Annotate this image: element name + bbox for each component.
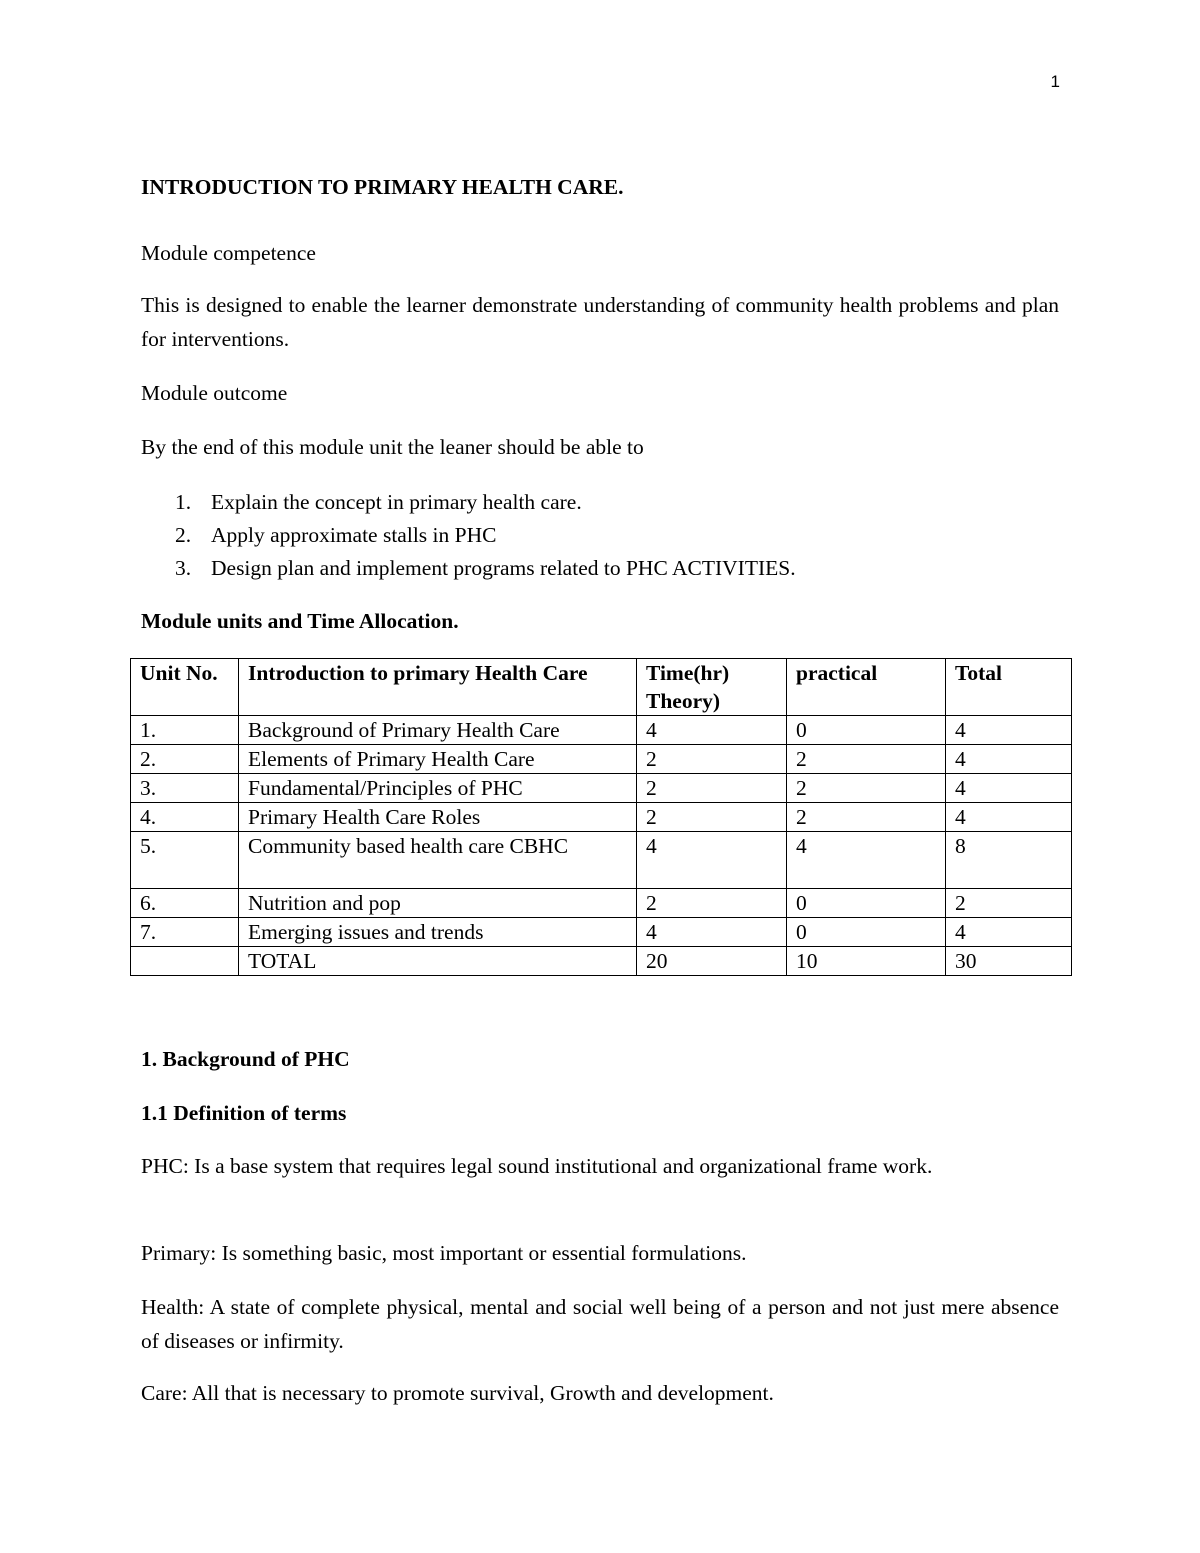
cell-title: Community based health care CBHC <box>239 832 637 889</box>
cell-total: 2 <box>946 889 1072 918</box>
competence-heading: Module competence <box>141 241 316 265</box>
cell-unit <box>131 947 239 976</box>
header-unit: Unit No. <box>131 659 239 716</box>
table-row <box>131 889 1072 918</box>
list-item <box>141 519 1059 552</box>
list-item <box>141 486 1059 519</box>
cell-theory: 2 <box>637 803 787 832</box>
table-row <box>131 832 1072 889</box>
cell-total: 4 <box>946 716 1072 745</box>
list-item-text: Apply approximate stalls in PHC <box>211 523 497 547</box>
cell-theory: 20 <box>637 947 787 976</box>
cell-theory: 2 <box>637 774 787 803</box>
cell-title: Primary Health Care Roles <box>239 803 637 832</box>
cell-unit: 6. <box>131 889 239 918</box>
definition-phc: PHC: Is a base system that requires legal sound institutional and organizational frame work. <box>141 1154 933 1178</box>
cell-unit: 1. <box>131 716 239 745</box>
cell-practical: 0 <box>787 889 946 918</box>
outcome-intro: By the end of this module unit the leaner should be able to <box>141 435 644 459</box>
list-item-text: Explain the concept in primary health care. <box>211 490 582 514</box>
list-item <box>141 552 1059 585</box>
cell-practical: 0 <box>787 918 946 947</box>
cell-total: 4 <box>946 803 1072 832</box>
cell-practical: 2 <box>787 803 946 832</box>
cell-theory: 2 <box>637 745 787 774</box>
cell-total: 4 <box>946 774 1072 803</box>
section-heading: 1. Background of PHC <box>141 1047 350 1071</box>
cell-practical: 2 <box>787 774 946 803</box>
cell-title: Elements of Primary Health Care <box>239 745 637 774</box>
cell-unit: 4. <box>131 803 239 832</box>
outcome-list <box>141 486 1059 585</box>
table-row <box>131 716 1072 745</box>
cell-total: 8 <box>946 832 1072 889</box>
cell-unit: 2. <box>131 745 239 774</box>
list-item-number: 1. <box>175 490 192 514</box>
header-theory: Time(hr) Theory) <box>637 659 787 716</box>
cell-practical: 2 <box>787 745 946 774</box>
page-number: 1 <box>1050 72 1060 91</box>
cell-theory: 2 <box>637 889 787 918</box>
cell-theory: 4 <box>637 832 787 889</box>
cell-title: Nutrition and pop <box>239 889 637 918</box>
cell-unit: 7. <box>131 918 239 947</box>
list-item-number: 3. <box>175 556 192 580</box>
table-total-row <box>131 947 1072 976</box>
cell-practical: 0 <box>787 716 946 745</box>
cell-total: 4 <box>946 918 1072 947</box>
header-practical: practical <box>787 659 946 716</box>
table-row <box>131 774 1072 803</box>
cell-total: 4 <box>946 745 1072 774</box>
document-title: INTRODUCTION TO PRIMARY HEALTH CARE. <box>141 175 624 199</box>
table-row <box>131 803 1072 832</box>
cell-practical: 4 <box>787 832 946 889</box>
outcome-heading: Module outcome <box>141 381 288 405</box>
cell-title: Emerging issues and trends <box>239 918 637 947</box>
table-heading: Module units and Time Allocation. <box>141 609 459 633</box>
units-table <box>130 658 1072 976</box>
cell-title: Fundamental/Principles of PHC <box>239 774 637 803</box>
cell-unit: 3. <box>131 774 239 803</box>
cell-title: Background of Primary Health Care <box>239 716 637 745</box>
table-row <box>131 918 1072 947</box>
cell-title: TOTAL <box>239 947 637 976</box>
table-header-row <box>131 659 1072 716</box>
definition-care: Care: All that is necessary to promote survival, Growth and development. <box>141 1381 774 1405</box>
competence-text: This is designed to enable the learner demonstrate understanding of community health problems and plan for interventions. <box>141 293 1059 351</box>
table-row <box>131 745 1072 774</box>
cell-practical: 10 <box>787 947 946 976</box>
definition-primary: Primary: Is something basic, most important or essential formulations. <box>141 1241 747 1265</box>
cell-unit: 5. <box>131 832 239 889</box>
header-total: Total <box>946 659 1072 716</box>
cell-theory: 4 <box>637 918 787 947</box>
definition-health: Health: A state of complete physical, mental and social well being of a person and not just mere absence of diseases or infirmity. <box>141 1295 1059 1353</box>
list-item-number: 2. <box>175 523 192 547</box>
header-title: Introduction to primary Health Care <box>239 659 637 716</box>
cell-theory: 4 <box>637 716 787 745</box>
list-item-text: Design plan and implement programs related to PHC ACTIVITIES. <box>211 556 796 580</box>
cell-total: 30 <box>946 947 1072 976</box>
section-subheading: 1.1 Definition of terms <box>141 1101 347 1125</box>
